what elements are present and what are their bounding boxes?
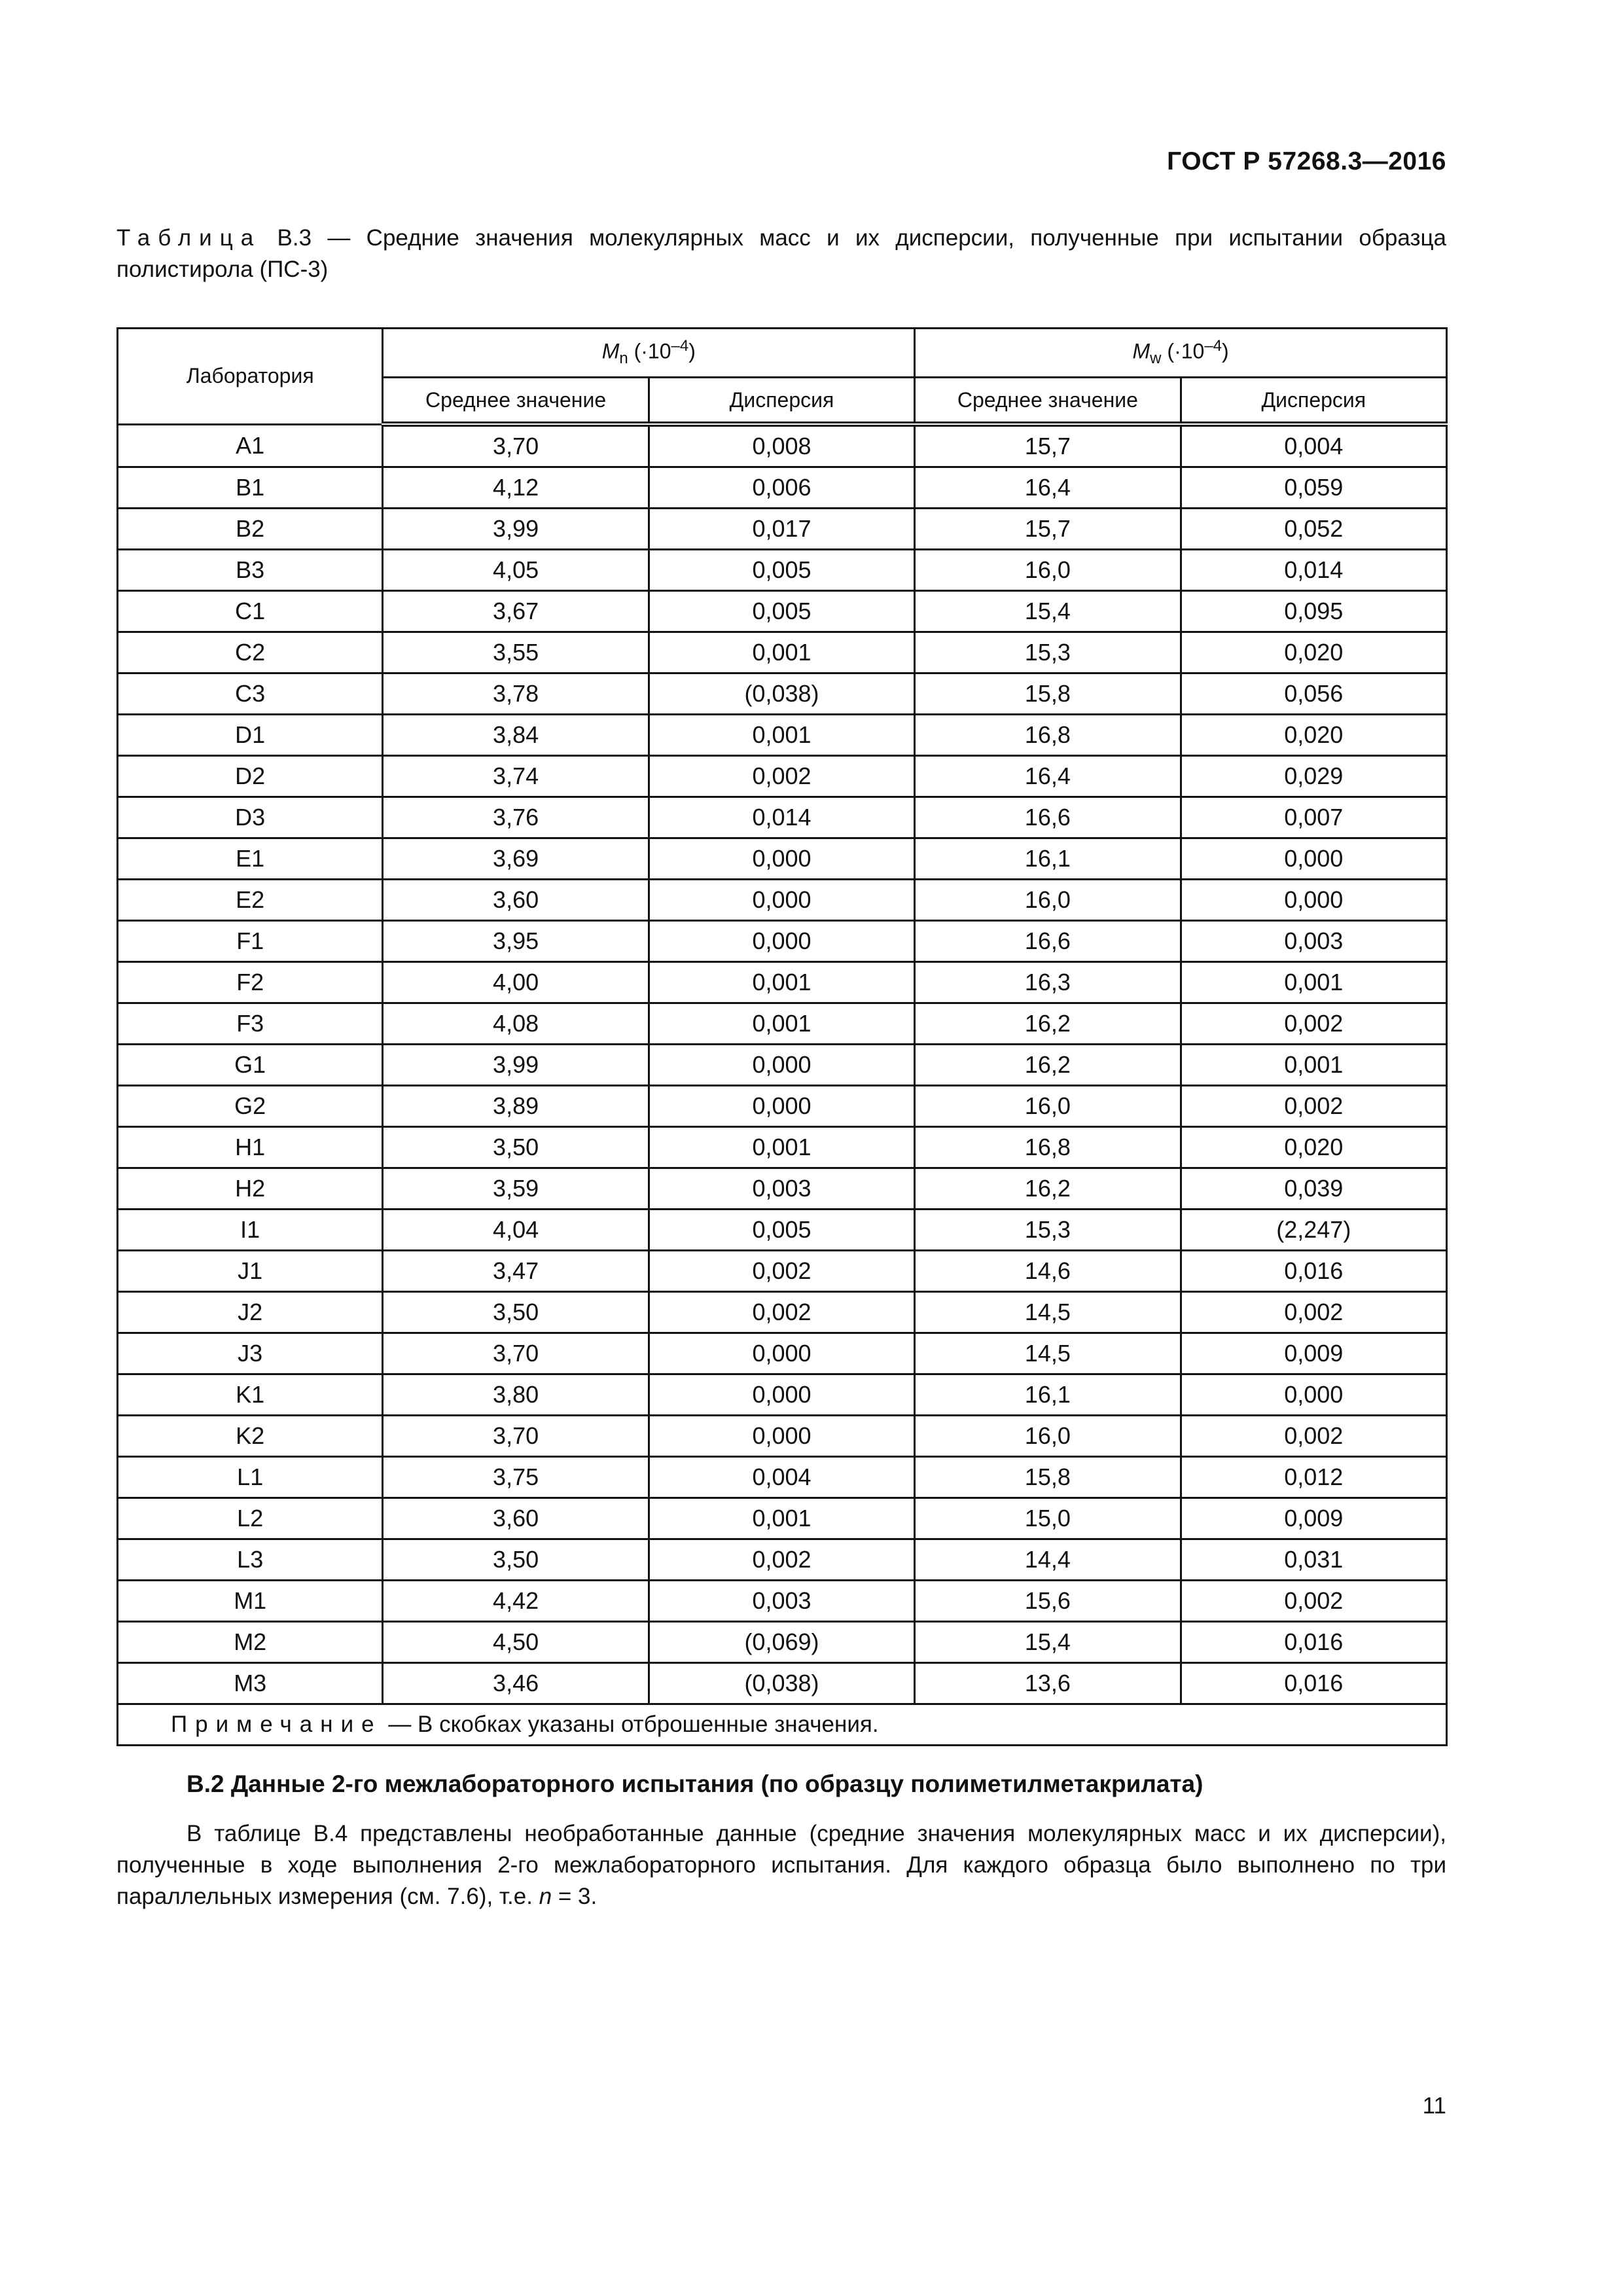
cell-mn-mean: 4,08 [383,1003,649,1045]
table-row [118,1457,1447,1498]
header-laboratory: Лаборатория [118,329,383,425]
cell-mw-mean: 16,6 [915,921,1181,962]
table-row [118,715,1447,756]
section-heading: B.2 Данные 2-го межлабораторного испытания (по образцу полиметилметакрилата) [187,1770,1204,1797]
cell-laboratory: C1 [118,591,383,632]
caption-label: Таблица [116,225,262,251]
table-row [118,1498,1447,1539]
cell-mn-mean: 3,74 [383,756,649,797]
cell-mw-dispersion: 0,031 [1181,1539,1446,1581]
cell-mw-mean: 15,8 [915,673,1181,715]
cell-mn-mean: 4,12 [383,467,649,509]
cell-mw-dispersion: 0,020 [1181,1127,1446,1168]
cell-mw-dispersion: (2,247) [1181,1210,1446,1251]
table-row [118,756,1447,797]
cell-mn-dispersion: 0,014 [649,797,914,838]
cell-laboratory: M2 [118,1622,383,1663]
table-row [118,673,1447,715]
cell-laboratory: L3 [118,1539,383,1581]
table-row [118,1127,1447,1168]
cell-mn-dispersion: 0,000 [649,1374,914,1416]
table-row [118,1374,1447,1416]
cell-mn-mean: 3,46 [383,1663,649,1704]
cell-mw-dispersion: 0,001 [1181,962,1446,1003]
cell-mw-mean: 15,6 [915,1581,1181,1622]
table-row [118,1663,1447,1704]
cell-mw-dispersion: 0,002 [1181,1416,1446,1457]
cell-mw-dispersion: 0,059 [1181,467,1446,509]
cell-laboratory: L2 [118,1498,383,1539]
cell-mn-dispersion: 0,005 [649,1210,914,1251]
table-note [118,1704,1447,1746]
cell-mn-mean: 3,75 [383,1457,649,1498]
cell-laboratory: A1 [118,424,383,467]
table-row [118,1292,1447,1333]
cell-laboratory: H2 [118,1168,383,1210]
cell-mw-mean: 15,3 [915,1210,1181,1251]
cell-mw-dispersion: 0,003 [1181,921,1446,962]
cell-mn-dispersion: (0,038) [649,673,914,715]
cell-mw-dispersion: 0,002 [1181,1581,1446,1622]
cell-mn-mean: 3,80 [383,1374,649,1416]
cell-mw-dispersion: 0,016 [1181,1622,1446,1663]
cell-mn-mean: 3,70 [383,1416,649,1457]
table-row [118,962,1447,1003]
table-row [118,1251,1447,1292]
data-table [116,327,1448,1746]
cell-laboratory: C2 [118,632,383,673]
header-mw-dispersion: Дисперсия [1181,378,1446,425]
table-row [118,591,1447,632]
cell-mw-mean: 15,4 [915,591,1181,632]
cell-mn-dispersion: 0,001 [649,632,914,673]
table-row [118,921,1447,962]
cell-mn-mean: 3,69 [383,838,649,880]
caption-text: В.3 — Средние значения молекулярных масс и их дисперсии, полученные при испытании образца полистирола (ПС-3) [116,225,1446,282]
cell-mw-mean: 16,8 [915,1127,1181,1168]
cell-mw-mean: 16,8 [915,715,1181,756]
cell-mw-dispersion: 0,056 [1181,673,1446,715]
cell-mn-dispersion: 0,000 [649,880,914,921]
cell-laboratory: J3 [118,1333,383,1374]
cell-mn-mean: 3,95 [383,921,649,962]
cell-laboratory: H1 [118,1127,383,1168]
cell-laboratory: E2 [118,880,383,921]
cell-mw-mean: 15,7 [915,424,1181,467]
table-row [118,467,1447,509]
cell-mw-dispersion: 0,020 [1181,632,1446,673]
cell-mw-dispersion: 0,016 [1181,1663,1446,1704]
table-row [118,1539,1447,1581]
cell-mn-mean: 4,50 [383,1622,649,1663]
cell-mw-dispersion: 0,000 [1181,1374,1446,1416]
cell-mn-dispersion: 0,002 [649,1539,914,1581]
cell-mw-mean: 15,3 [915,632,1181,673]
table-row [118,1045,1447,1086]
cell-mw-dispersion: 0,000 [1181,838,1446,880]
cell-mw-dispersion: 0,004 [1181,424,1446,467]
table-caption [116,223,1446,285]
table-row [118,1333,1447,1374]
cell-laboratory: J1 [118,1251,383,1292]
cell-mw-dispersion: 0,020 [1181,715,1446,756]
cell-mw-mean: 15,8 [915,1457,1181,1498]
cell-laboratory: B1 [118,467,383,509]
cell-laboratory: G2 [118,1086,383,1127]
cell-laboratory: J2 [118,1292,383,1333]
cell-laboratory: M1 [118,1581,383,1622]
cell-mw-mean: 13,6 [915,1663,1181,1704]
cell-laboratory: E1 [118,838,383,880]
table-row [118,1003,1447,1045]
cell-mn-dispersion: 0,008 [649,424,914,467]
cell-mn-mean: 3,60 [383,880,649,921]
cell-mw-mean: 14,5 [915,1292,1181,1333]
cell-mw-dispersion: 0,002 [1181,1086,1446,1127]
cell-mn-dispersion: 0,001 [649,1003,914,1045]
cell-mn-mean: 3,70 [383,1333,649,1374]
cell-mn-mean: 3,59 [383,1168,649,1210]
cell-laboratory: K1 [118,1374,383,1416]
cell-mw-dispersion: 0,009 [1181,1333,1446,1374]
cell-mn-dispersion: 0,000 [649,921,914,962]
cell-mw-mean: 16,2 [915,1003,1181,1045]
cell-laboratory: B3 [118,550,383,591]
body-paragraph: В таблице В.4 представлены необработанные данные (средние значения молекулярных масс и их дисперсии), полученные в ходе выполнения 2-го межлабораторного испытания. Для каждого образца было выполнено по три параллельных измерения (см. 7.6), т.е. n = 3. [116,1821,1446,1909]
cell-laboratory: B2 [118,509,383,550]
cell-mn-dispersion: 0,002 [649,1251,914,1292]
cell-mn-mean: 3,70 [383,424,649,467]
cell-mn-dispersion: 0,000 [649,838,914,880]
table-row [118,1210,1447,1251]
cell-mw-dispersion: 0,095 [1181,591,1446,632]
cell-mw-dispersion: 0,052 [1181,509,1446,550]
cell-mw-dispersion: 0,000 [1181,880,1446,921]
cell-mn-dispersion: (0,038) [649,1663,914,1704]
table-row [118,1416,1447,1457]
cell-mw-dispersion: 0,012 [1181,1457,1446,1498]
cell-mw-mean: 16,0 [915,550,1181,591]
cell-laboratory: D1 [118,715,383,756]
cell-mn-mean: 3,55 [383,632,649,673]
cell-mw-mean: 15,4 [915,1622,1181,1663]
cell-mw-mean: 16,3 [915,962,1181,1003]
cell-mn-dispersion: 0,004 [649,1457,914,1498]
cell-mw-dispersion: 0,002 [1181,1292,1446,1333]
cell-mn-mean: 3,84 [383,715,649,756]
cell-mn-dispersion: 0,006 [649,467,914,509]
table-body [118,424,1447,1704]
document-code: ГОСТ Р 57268.3—2016 [1167,147,1446,175]
cell-mn-dispersion: 0,001 [649,1127,914,1168]
table-row [118,424,1447,467]
cell-mn-dispersion: 0,005 [649,591,914,632]
cell-mn-mean: 3,99 [383,509,649,550]
cell-laboratory: C3 [118,673,383,715]
cell-mn-mean: 4,00 [383,962,649,1003]
table-row [118,880,1447,921]
cell-mw-mean: 16,4 [915,756,1181,797]
cell-mw-mean: 16,0 [915,1416,1181,1457]
header-mn: $M_n$ $(\cdot 10^{-4})$ [383,329,915,378]
header-mn-mean: Среднее значение [383,378,649,425]
page-number: 11 [1422,2093,1446,2119]
cell-mw-mean: 16,1 [915,838,1181,880]
table-row [118,838,1447,880]
cell-mw-mean: 16,0 [915,1086,1181,1127]
cell-mn-dispersion: 0,001 [649,962,914,1003]
cell-mw-dispersion: 0,029 [1181,756,1446,797]
cell-mw-dispersion: 0,009 [1181,1498,1446,1539]
cell-mn-dispersion: 0,002 [649,1292,914,1333]
table-row [118,1581,1447,1622]
cell-mw-mean: 16,1 [915,1374,1181,1416]
cell-mn-mean: 3,78 [383,673,649,715]
cell-mw-mean: 16,2 [915,1168,1181,1210]
cell-mn-dispersion: (0,069) [649,1622,914,1663]
cell-laboratory: F2 [118,962,383,1003]
cell-mn-mean: 4,04 [383,1210,649,1251]
cell-mw-dispersion: 0,016 [1181,1251,1446,1292]
cell-laboratory: F1 [118,921,383,962]
cell-mn-mean: 3,50 [383,1539,649,1581]
cell-laboratory: G1 [118,1045,383,1086]
cell-laboratory: D2 [118,756,383,797]
cell-mn-dispersion: 0,003 [649,1581,914,1622]
cell-mn-mean: 3,47 [383,1251,649,1292]
cell-laboratory: I1 [118,1210,383,1251]
cell-mw-mean: 16,0 [915,880,1181,921]
cell-mw-dispersion: 0,001 [1181,1045,1446,1086]
table-row [118,1168,1447,1210]
cell-mw-mean: 14,6 [915,1251,1181,1292]
cell-mw-mean: 16,2 [915,1045,1181,1086]
cell-mn-mean: 3,50 [383,1292,649,1333]
cell-mw-mean: 14,4 [915,1539,1181,1581]
table-row [118,550,1447,591]
cell-laboratory: F3 [118,1003,383,1045]
cell-laboratory: D3 [118,797,383,838]
cell-mw-mean: 16,4 [915,467,1181,509]
cell-mw-mean: 14,5 [915,1333,1181,1374]
header-mw-mean: Среднее значение [915,378,1181,425]
cell-mn-mean: 3,76 [383,797,649,838]
cell-mw-dispersion: 0,039 [1181,1168,1446,1210]
table-row [118,1086,1447,1127]
table-row [118,509,1447,550]
cell-mn-dispersion: 0,000 [649,1333,914,1374]
note-label: Примечание [171,1712,382,1737]
cell-mn-dispersion: 0,000 [649,1416,914,1457]
table-row [118,1622,1447,1663]
header-mn-dispersion: Дисперсия [649,378,914,425]
header-mw: $M_w$ $(\cdot 10^{-4})$ [915,329,1447,378]
cell-mw-dispersion: 0,014 [1181,550,1446,591]
cell-mn-mean: 3,99 [383,1045,649,1086]
cell-mn-mean: 4,05 [383,550,649,591]
table-row [118,797,1447,838]
cell-mw-mean: 15,7 [915,509,1181,550]
cell-mn-dispersion: 0,002 [649,756,914,797]
cell-mn-dispersion: 0,000 [649,1086,914,1127]
cell-mn-dispersion: 0,005 [649,550,914,591]
cell-mn-dispersion: 0,001 [649,1498,914,1539]
cell-laboratory: M3 [118,1663,383,1704]
cell-laboratory: K2 [118,1416,383,1457]
cell-mn-mean: 4,42 [383,1581,649,1622]
cell-mn-dispersion: 0,000 [649,1045,914,1086]
cell-mn-dispersion: 0,003 [649,1168,914,1210]
cell-laboratory: L1 [118,1457,383,1498]
cell-mn-mean: 3,60 [383,1498,649,1539]
cell-mn-mean: 3,50 [383,1127,649,1168]
cell-mw-dispersion: 0,002 [1181,1003,1446,1045]
note-text: — В скобках указаны отброшенные значения. [382,1712,879,1737]
cell-mn-mean: 3,89 [383,1086,649,1127]
table-row [118,632,1447,673]
cell-mw-mean: 15,0 [915,1498,1181,1539]
cell-mn-mean: 3,67 [383,591,649,632]
cell-mn-dispersion: 0,017 [649,509,914,550]
cell-mw-dispersion: 0,007 [1181,797,1446,838]
cell-mn-dispersion: 0,001 [649,715,914,756]
cell-mw-mean: 16,6 [915,797,1181,838]
